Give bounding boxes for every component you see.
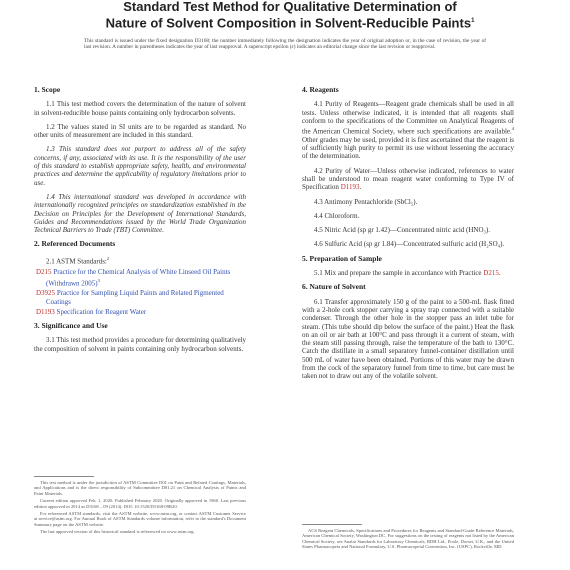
reference-code[interactable]: D1193 (36, 307, 55, 316)
significance-heading: 3. Significance and Use (34, 321, 108, 331)
left-column (34, 80, 246, 359)
reagents-4-4: 4.4 Chloroform. (314, 211, 360, 220)
preparation-5-1-text: 5.1 Mix and prepare the sample in accordance with Practice (314, 269, 482, 278)
title-line-2 (90, 14, 490, 30)
reagents-4-2-reference[interactable]: D1193 (340, 183, 360, 192)
nature-heading: 6. Nature of Solvent (302, 282, 366, 292)
scope-1-2: 1.2 The values stated in SI units are to be regarded as standard. No other units of measurement are included in this standard. (34, 122, 246, 140)
referenced-2-1 (34, 255, 246, 266)
reagents-4-2: 4.2 Purity of Water—Unless otherwise indicated, references to water shall be understood to mean reagent water conforming to Type IV of Specification D1193. (302, 166, 514, 192)
document-title (90, 0, 490, 30)
footnote-1-edition: Current edition approved Feb. 1, 2020. Published February 2020. Originally approved in 1960. Last previous edition approved in 2014 as D3168 – 09 (2014). DOI: 10.1520/D3168-09R20. (34, 498, 246, 509)
preparation-5-1-reference[interactable]: D215 (483, 269, 499, 278)
right-column (302, 80, 514, 387)
reference-code[interactable]: D3925 (36, 289, 56, 298)
reagents-4-3: 4.3 Antimony Pentachloride (SbCl₅). (314, 197, 418, 206)
reference-title[interactable]: Practice for the Chemical Analysis of White Linseed Oil Paints (Withdrawn 2005) (46, 268, 231, 287)
footnote-1: This test method is under the jurisdiction of ASTM Committee D01 on Paint and Related Coatings, Materials, and Applications and is the direct responsibility of Subcommittee D01.21 on Chemical Analysis of Paints and Paint Materials. (34, 480, 246, 496)
reagents-footnote-marker: 4 (511, 126, 514, 132)
left-footnote-rule (34, 476, 94, 477)
reference-code[interactable]: D215 (36, 268, 52, 277)
scope-1-1: 1.1 This test method covers the determination of the nature of solvent in solvent-reducible house paints containing only hydrocarbon solvents. (34, 100, 246, 117)
reagents-4-2-text: 4.2 Purity of Water—Unless otherwise indicated, references to water shall be understood to mean reagent water conforming to Type IV of Specification (302, 166, 514, 192)
referenced-footnote-marker: 2 (106, 255, 110, 261)
reagents-4-1-text-cont: Other grades may be used, provided it is first ascertained that the reagent is of sufficiently high purity to permit its use without lessening the accuracy of the determination. (302, 135, 514, 161)
title-footnote-marker: 1 (471, 18, 475, 24)
right-footnote-rule (302, 524, 362, 525)
reference-title[interactable]: Practice for Sampling Liquid Paints and Related Pigmented Coatings (46, 289, 224, 306)
referenced-2-1-text: 2.1 ASTM Standards: (46, 257, 107, 266)
nature-6-1: 6.1 Transfer approximately 150 g of the paint to a 500-mL flask fitted with a 2-hole cork stopper carrying a spray trap connected with a suitable condenser. Through the other hole in the stopper pass an inlet tube for steam. (This tube should dip below the surface of the paint.) Heat the flask on an oil or air bath at 100°C and pass through it a current of steam, with the steam still passing through, raise the temperature of the bath to 130°C. Catch the distillate in a small separatory funnel-container distillation until 500 mL of water have been obtained. Portions of this water may be drawn from the cock of the separatory funnel from time to time, but care must be taken not to draw out any of the volatile solvent. (302, 297, 514, 381)
reagents-4-5: 4.5 Nitric Acid (sp gr 1.42)—Concentrated nitric acid (HNO₃). (314, 226, 491, 235)
reference-item[interactable] (36, 289, 246, 306)
reference-title[interactable]: Specification for Reagent Water (56, 307, 147, 316)
left-footnotes (34, 480, 246, 537)
reference-item[interactable] (36, 268, 246, 287)
reagents-4-1 (302, 100, 514, 160)
scope-1-4: 1.4 This international standard was developed in accordance with internationally recognized principles on standardization established in the Decision on Principles for the Development of International Standards, Guides and Recommendations issued by the World Trade Organization Technical Barriers to Trade (TBT) Committee. (34, 192, 246, 235)
referenced-documents-heading: 2. Referenced Documents (34, 239, 116, 249)
designation-note: This standard is issued under the fixed designation D3168; the number immediately following the designation indicates the year of original adoption or, in the case of revision, the year of last revision. A number in parentheses indicates the year of last reapproval. A superscript epsilon (ε) indicates an editorial change since the last revision or reapproval. (84, 38, 486, 51)
title-line-2-text: Nature of Solvent Composition in Solvent-Reducible Paints (105, 15, 472, 31)
footnote-3: The last approved version of this historical standard is referenced on www.astm.org. (40, 529, 195, 535)
preparation-heading: 5. Preparation of Sample (302, 253, 382, 263)
footnote-4: ACS Reagent Chemicals, Specifications and Procedures for Reagents and Standard-Grade Reference Materials, American Chemical Society, Washington DC. For suggestions on the testing of reagents not listed by the American Chemical Society, see Analar Standards for Laboratory Chemicals, BDH Ltd., Poole, Dorset, U.K., and the United States Pharmacopeia and National Formulary, U.S. Pharmacopeial Convention, Inc. (USPC), Rockville, MD. (302, 528, 514, 550)
right-footnotes (302, 528, 514, 552)
significance-3-1: 3.1 This test method provides a procedure for determining qualitatively the composition of solvent in paints containing only hydrocarbon solvents. (34, 336, 246, 353)
footnote-2: For referenced ASTM standards, visit the ASTM website, www.astm.org, or contact ASTM Customer Service at service@astm.org. For Annual Book of ASTM Standards volume information, refer to the standard's Document Summary page on the ASTM website. (34, 511, 246, 527)
preparation-5-1: 5.1 Mix and prepare the sample in accordance with Practice D215. (314, 269, 501, 278)
scope-1-3: 1.3 This standard does not purport to address all of the safety concerns, if any, associated with its use. It is the responsibility of the user of this standard to establish appropriate safety, health, and environmental practices and determine the applicability of regulatory limitations prior to use. (34, 145, 246, 187)
reference-item[interactable] (36, 307, 246, 316)
reference-footnote-marker: 3 (97, 277, 100, 283)
reagents-heading: 4. Reagents (302, 85, 339, 94)
reagents-4-6: 4.6 Sulfuric Acid (sp gr 1.84)—Concentrated sulfuric acid (H₂SO₄). (314, 240, 505, 249)
title-line-1: Standard Test Method for Qualitative Determination of (123, 0, 457, 14)
reagents-4-1-text: 4.1 Purity of Reagents—Reagent grade chemicals shall be used in all tests. Unless otherwise indicated, it is intended that all reagents shall conform to the specifications of the Committee on Analytical Reagents of the American Chemical Society, where such specifications are available. (302, 100, 514, 136)
scope-heading: 1. Scope (34, 85, 61, 94)
